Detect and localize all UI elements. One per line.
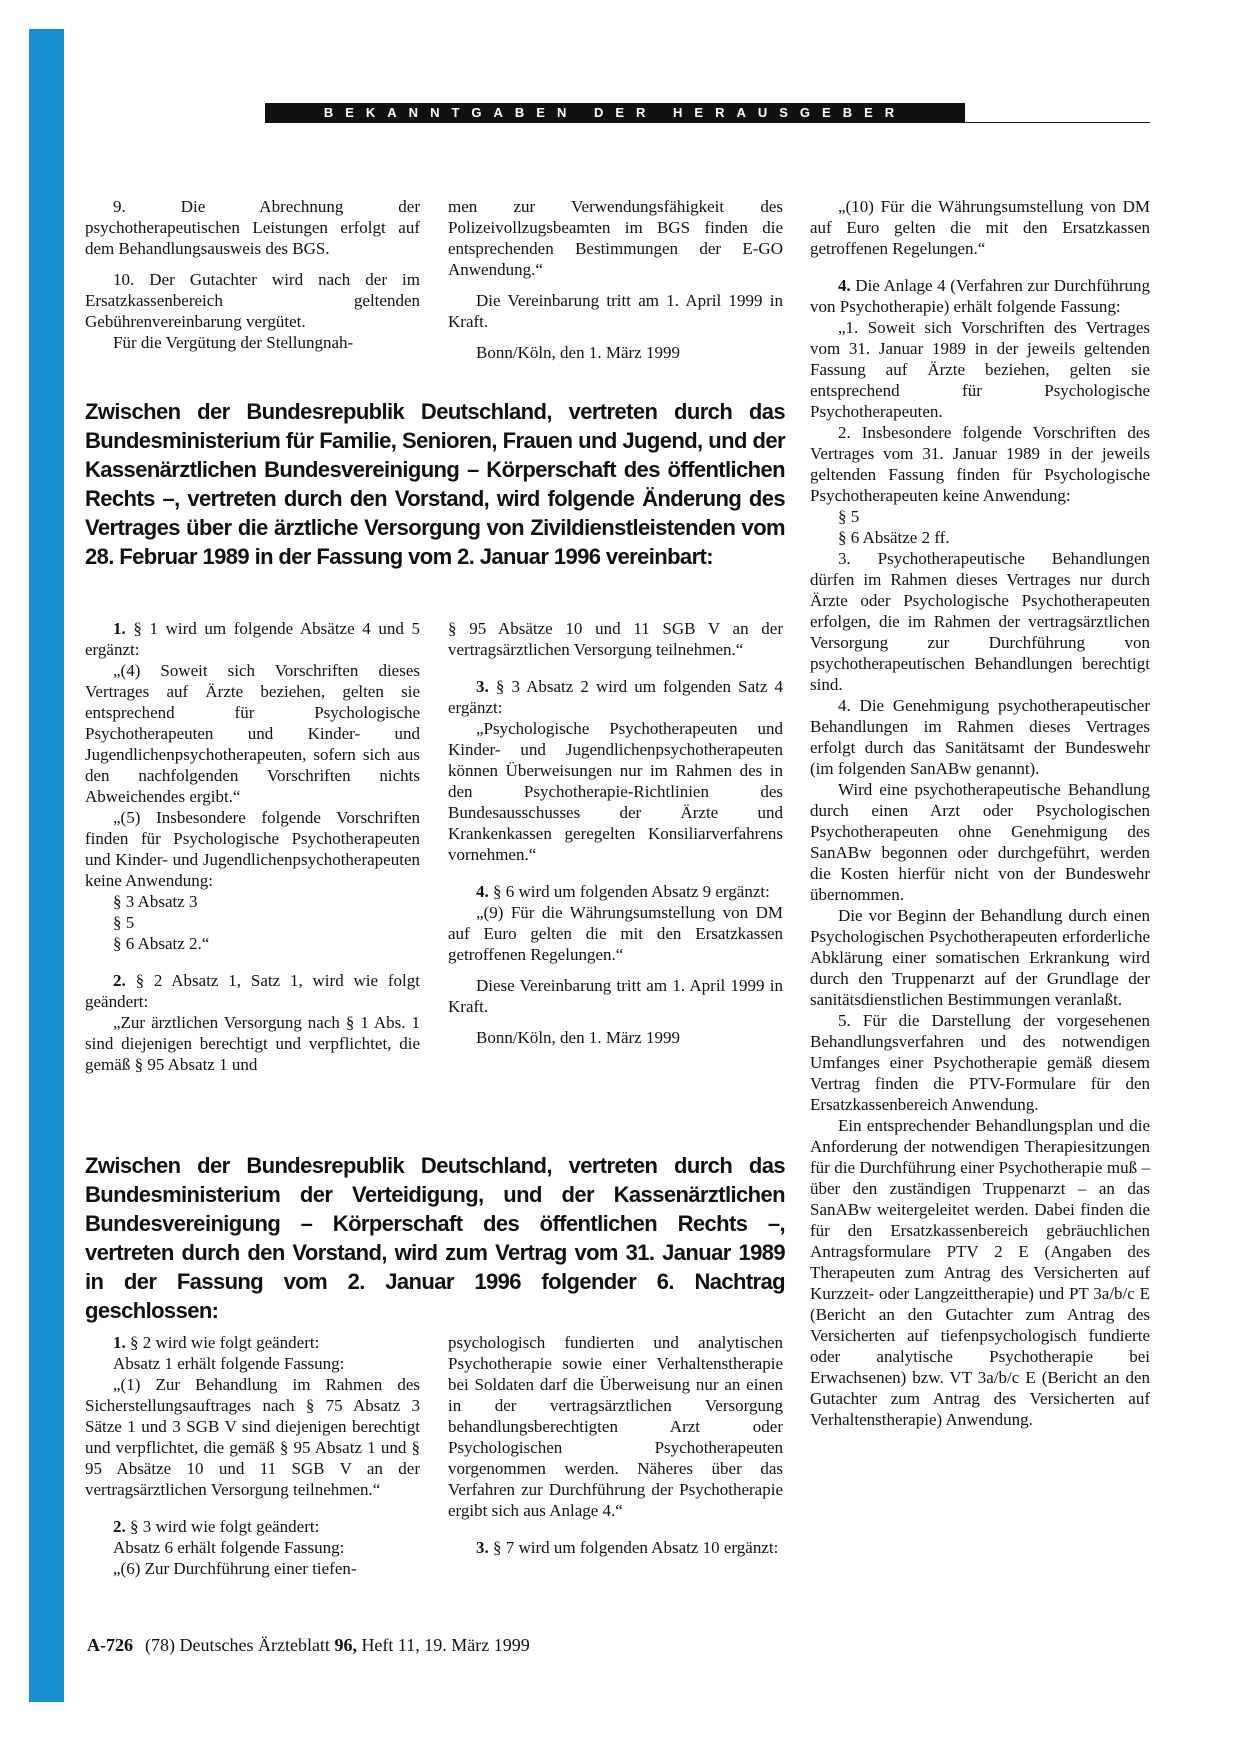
paragraph: 10. Der Gutachter wird nach der im Ersatzkassenbereich geltenden Gebührenvereinbarung vergütet. xyxy=(85,270,420,331)
paragraph: Absatz 6 erhält folgende Fassung: xyxy=(113,1538,345,1557)
paragraph: „Zur ärztlichen Versorgung nach § 1 Abs. 1 sind diejenigen berechtigt und verpflichtet, die gemäß § 95 Absatz 1 und xyxy=(85,1013,420,1074)
item-text: § 2 Absatz 1, Satz 1, wird wie folgt geändert: xyxy=(85,971,420,1011)
heading-agreement-2: Zwischen der Bundesrepublik Deutschland, vertreten durch das Bundesministerium der Verteidigung, und der Kassenärztlichen Bundesvereinigung – Körperschaft des öffentlichen Rechts –, vertreten durch den Vorstand, wird zum Vertrag vom 31. Januar 1989 in der Fassung vom 2. Januar 1996 folgender 6. Nachtrag geschlossen: xyxy=(85,1153,785,1323)
item-number: 4. xyxy=(476,882,489,901)
paragraph: Diese Vereinbarung tritt am 1. April 1999 in Kraft. xyxy=(448,976,783,1016)
paragraph: 5. Für die Darstellung der vorgesehenen Behandlungsverfahren und des notwendigen Umfanges einer Psychotherapie gemäß diesem Vertrag finden die PTV-Formulare für den Ersatzkassenbereich Anwendung. xyxy=(810,1011,1150,1114)
paragraph xyxy=(448,881,783,902)
page-number: A-726 xyxy=(87,1635,133,1655)
item-number: 4. xyxy=(838,276,851,295)
paragraph xyxy=(448,1537,783,1558)
list-item: § 6 Absätze 2 ff. xyxy=(838,528,950,547)
paragraph: Absatz 1 erhält folgende Fassung: xyxy=(113,1354,345,1373)
paragraph xyxy=(85,970,420,1012)
paragraph xyxy=(85,618,420,660)
block3-column-2 xyxy=(448,1332,783,1558)
paragraph: „(4) Soweit sich Vorschriften dieses Vertrages auf Ärzte beziehen, gelten sie entsprechend für Psychologische Psychotherapeuten und Kinder- und Jugendlichenpsychotherapeuten, sofern sich aus den nachfolgenden Vorschriften nichts Abweichendes ergibt.“ xyxy=(85,661,420,806)
item-text: § 2 wird wie folgt geändert: xyxy=(125,1333,320,1352)
item-number: 3. xyxy=(476,1538,489,1557)
block1-column-2 xyxy=(448,196,783,363)
paragraph: „(9) Für die Währungsumstellung von DM auf Euro gelten die mit den Ersatzkassen getroffenen Regelungen.“ xyxy=(448,903,783,964)
paragraph: 4. Die Genehmigung psychotherapeutischer Behandlungen im Rahmen dieses Vertrages erfolgt durch das Sanitätsamt der Bundeswehr (im folgenden SanABw genannt). xyxy=(810,696,1150,778)
footer-volume: 96, xyxy=(334,1635,357,1655)
paragraph: „1. Soweit sich Vorschriften des Vertrages vom 31. Januar 1989 in der jeweils geltenden Fassung auf Ärzte beziehen, gelten sie entsprechend für Psychologische Psychotherapeuten. xyxy=(810,318,1150,421)
paragraph: Bonn/Köln, den 1. März 1999 xyxy=(476,343,680,362)
item-text: § 3 wird wie folgt geändert: xyxy=(125,1517,320,1536)
paragraph: 2. Insbesondere folgende Vorschriften des Vertrages vom 31. Januar 1989 in der jeweils geltenden Fassung finden für Psychologische Psychotherapeuten keine Anwendung: xyxy=(810,423,1150,505)
paragraph xyxy=(85,1516,420,1537)
paragraph: Die vor Beginn der Behandlung durch einen Psychologischen Psychotherapeuten erforderliche Abklärung einer somatischen Erkrankung wird durch den Truppenarzt auf der Grundlage der sanitätsdienstlichen Bestimmungen veranlaßt. xyxy=(810,906,1150,1009)
item-text: Die Anlage 4 (Verfahren zur Durchführung von Psychotherapie) erhält folgende Fassung: xyxy=(810,276,1150,316)
item-text: § 1 wird um folgende Absätze 4 und 5 ergänzt: xyxy=(85,619,420,659)
block2-column-2 xyxy=(448,618,783,1048)
heading-agreement-1: Zwischen der Bundesrepublik Deutschland, vertreten durch das Bundesministerium für Familie, Senioren, Frauen und Jugend, und der Kassenärztlichen Bundesvereinigung – Körperschaft des öffentlichen Rechts –, vertreten durch den Vorstand, wird folgende Änderung des Vertrages über die ärztliche Versorgung von Zivildienstleistenden vom 28. Februar 1989 in der Fassung vom 2. Januar 1996 vereinbart: xyxy=(85,399,785,569)
paragraph: „(10) Für die Währungsumstellung von DM auf Euro gelten die mit den Ersatzkassen getroffenen Regelungen.“ xyxy=(810,197,1150,258)
item-number: 1. xyxy=(113,1333,126,1352)
page-footer xyxy=(87,1634,530,1656)
sidebar-color-bar xyxy=(29,29,64,1702)
header-rule xyxy=(965,122,1150,123)
paragraph: 9. Die Abrechnung der psychotherapeutischen Leistungen erfolgt auf dem Behandlungsausweis des BGS. xyxy=(85,197,420,258)
paragraph xyxy=(448,676,783,718)
right-column xyxy=(810,196,1150,1430)
list-item: § 6 Absatz 2.“ xyxy=(113,934,210,953)
section-header-bar xyxy=(265,103,965,123)
block2-column-1 xyxy=(85,618,420,1075)
item-text: § 7 wird um folgenden Absatz 10 ergänzt: xyxy=(488,1538,779,1557)
paragraph xyxy=(85,1332,420,1353)
paragraph: Für die Vergütung der Stellungnah- xyxy=(113,333,354,352)
item-number: 1. xyxy=(113,619,126,638)
paragraph: „Psychologische Psychotherapeuten und Kinder- und Jugendlichenpsychotherapeuten können Überweisungen nur im Rahmen des in den Psychotherapie-Richtlinien des Bundesausschusses der Ärzte und Krankenkassen geregelten Konsiliarverfahrens vornehmen.“ xyxy=(448,719,783,864)
block3-column-1 xyxy=(85,1332,420,1579)
list-item: § 5 xyxy=(838,507,860,526)
block1-column-1 xyxy=(85,196,420,353)
item-number: 2. xyxy=(113,1517,126,1536)
paragraph: Bonn/Köln, den 1. März 1999 xyxy=(476,1028,680,1047)
item-text: § 6 wird um folgenden Absatz 9 ergänzt: xyxy=(488,882,770,901)
paragraph: Ein entsprechender Behandlungsplan und die Anforderung der notwendigen Therapiesitzungen für die Durchführung einer Psychotherapie muß – über den zuständigen Truppenarzt – an das SanABw weitergeleitet werden. Dabei finden die für den Ersatzkassenbereich gebräuchlichen Antragsformulare PTV 2 E (Angaben des Therapeuten zum Antrag des Versicherten auf Kurzzeit- oder Langzeittherapie) und PT 3a/b/c E (Bericht an den Gutachter zum Antrag des Versicherten auf tiefenpsychologisch fundierte oder analytische Psychotherapie bei Erwachsenen) bzw. VT 3a/b/c E (Bericht an den Gutachter zum Antrag des Versicherten auf Verhaltenstherapie) Anwendung. xyxy=(810,1116,1150,1429)
list-item: § 5 xyxy=(113,913,135,932)
paragraph: psychologisch fundierten und analytischen Psychotherapie sowie einer Verhaltenstherapie bei Soldaten darf die Überweisung nur an einen in der vertragsärztlichen Versorgung behandlungsberechtigten Arzt oder Psychologischen Psychotherapeuten vorgenommen werden. Näheres über das Verfahren zur Durchführung der Psychotherapie ergibt sich aus Anlage 4.“ xyxy=(448,1333,783,1520)
paragraph: Die Vereinbarung tritt am 1. April 1999 in Kraft. xyxy=(448,291,783,331)
footer-citation-suffix: Heft 11, 19. März 1999 xyxy=(356,1635,530,1655)
paragraph: Wird eine psychotherapeutische Behandlung durch einen Arzt oder Psychologischen Psychotherapeuten ohne Genehmigung des SanABw begonnen oder durchgeführt, werden die Kosten hierfür nicht von der Bundeswehr übernommen. xyxy=(810,780,1150,904)
paragraph: „(1) Zur Behandlung im Rahmen des Sicherstellungsauftrages nach § 75 Absatz 3 Sätze 1 und 3 SGB V sind diejenigen berechtigt und verpflichtet, die gemäß § 95 Absatz 1 und § 95 Absätze 10 und 11 SGB V an der vertragsärztlichen Versorgung teilnehmen.“ xyxy=(85,1375,420,1499)
paragraph: „(6) Zur Durchführung einer tiefen- xyxy=(113,1559,357,1578)
list-item: § 3 Absatz 3 xyxy=(113,892,198,911)
paragraph: 3. Psychotherapeutische Behandlungen dürfen im Rahmen dieses Vertrages nur durch Ärzte oder Psychologische Psychotherapeuten erfolgen, die im Rahmen der vertragsärztlichen Versorgung zur Durchführung von psychotherapeutischen Behandlungen berechtigt sind. xyxy=(810,549,1150,694)
paragraph: men zur Verwendungsfähigkeit des Polizeivollzugsbeamten im BGS finden die entsprechenden Bestimmungen der E-GO Anwendung.“ xyxy=(448,197,783,279)
footer-citation-prefix: (78) Deutsches Ärzteblatt xyxy=(145,1635,335,1655)
section-label: BEKANNTGABEN DER HERAUSGEBER xyxy=(323,105,907,120)
item-number: 2. xyxy=(113,971,126,990)
item-text: § 3 Absatz 2 wird um folgenden Satz 4 ergänzt: xyxy=(448,677,783,717)
item-number: 3. xyxy=(476,677,489,696)
paragraph xyxy=(810,275,1150,317)
paragraph: § 95 Absätze 10 und 11 SGB V an der vertragsärztlichen Versorgung teilnehmen.“ xyxy=(448,619,783,659)
paragraph: „(5) Insbesondere folgende Vorschriften finden für Psychologische Psychotherapeuten und Kinder- und Jugendlichenpsychotherapeuten keine Anwendung: xyxy=(85,808,420,890)
